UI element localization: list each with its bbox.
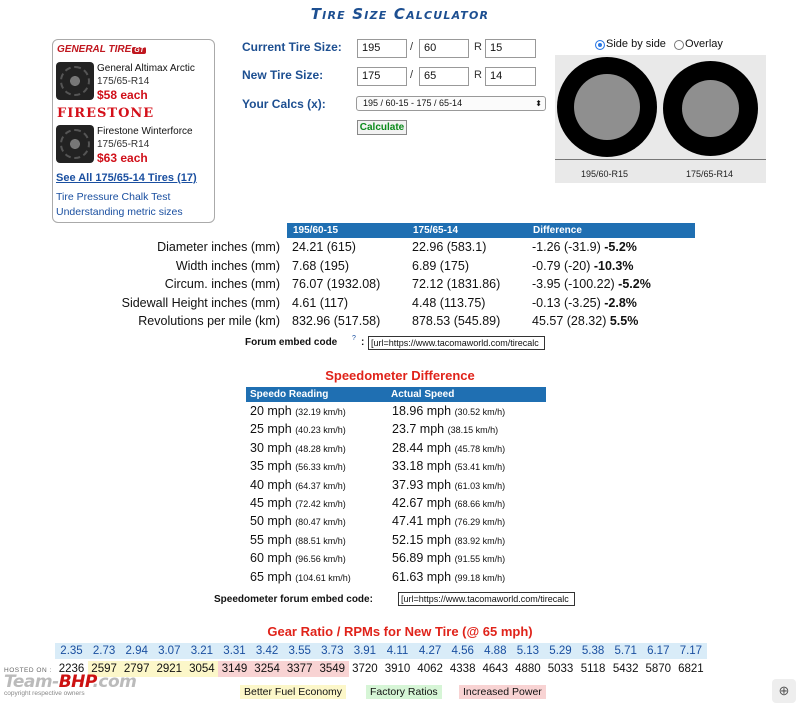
speedo-title: Speedometer Difference: [325, 368, 475, 383]
difference-value: 45.57 (28.32): [532, 314, 607, 328]
rpm-cell: 3149: [218, 661, 251, 677]
your-calcs-select[interactable]: 195 / 60-15 - 175 / 65-14 ⬍: [356, 96, 546, 111]
actual-kmh: (38.15 km/h): [447, 425, 499, 436]
gear-ratio-cell: 4.56: [446, 643, 479, 659]
actual-kmh: (83.92 km/h): [454, 535, 506, 546]
speedo-kmh: (104.61 km/h): [295, 572, 351, 583]
rpm-cell: 2236: [58, 663, 85, 675]
rpm-cell: 5118: [580, 663, 606, 675]
tire-pressure-link[interactable]: Tire Pressure Chalk Test: [56, 191, 171, 203]
difference-value: -1.26 (-31.9): [532, 240, 601, 254]
rpm-cell: 5432: [612, 663, 639, 675]
rpm-cell: 3254: [251, 661, 284, 677]
gear-ratio-cell: 5.29: [544, 643, 577, 659]
speedo-reading: [250, 422, 346, 436]
actual-speed: [392, 404, 505, 418]
legend-fuel-economy: Better Fuel Economy: [240, 685, 346, 699]
actual-speed: [392, 496, 505, 510]
product-price: $63 each: [97, 151, 148, 165]
current-width-input[interactable]: 195: [357, 39, 407, 58]
team-bhp-logo: Team-BHP.com: [4, 672, 137, 692]
actual-speed: [392, 478, 505, 492]
gear-ratio-cell: 3.31: [218, 643, 251, 659]
rpm-cell: 4062: [417, 663, 443, 675]
rpm-cell: 3720: [352, 663, 378, 675]
rpm-cell: 4880: [515, 663, 541, 675]
side-by-side-radio[interactable]: [595, 40, 605, 50]
current-tire-caption: 195/60-R15: [581, 169, 629, 179]
speedo-header: [246, 387, 546, 402]
gear-ratio-cell: 3.55: [283, 643, 316, 659]
legend-factory-ratios: Factory Ratios: [366, 685, 442, 699]
actual-speed: [392, 533, 505, 547]
gear-ratio-cell: 4.11: [381, 643, 414, 659]
difference-percent: 5.5%: [609, 314, 639, 328]
actual-kmh: (61.03 km/h): [454, 480, 506, 491]
speedo-mph: 60 mph: [250, 551, 292, 566]
slash: /: [410, 69, 414, 81]
gear-ratio-cell: 3.73: [316, 643, 349, 659]
speedo-mph: 30 mph: [250, 440, 292, 455]
gear-ratio-cell: 5.71: [609, 643, 642, 659]
gear-title: Gear Ratio / RPMs for New Tire (@ 65 mph): [267, 624, 533, 639]
actual-kmh: (91.55 km/h): [454, 554, 506, 565]
speedo-mph: 20 mph: [250, 404, 292, 418]
gear-ratio-cell: 2.35: [55, 643, 88, 659]
table-cell: 832.96 (517.58): [292, 314, 381, 328]
copyright-text: copyright respective owners: [4, 690, 85, 697]
column-header: 175/65-14: [413, 225, 459, 236]
actual-speed: [392, 514, 505, 528]
gear-ratio-cell: 5.13: [511, 643, 544, 659]
colon: :: [361, 337, 365, 348]
gear-ratio-cell: 3.42: [251, 643, 284, 659]
actual-mph: 23.7 mph: [392, 422, 445, 437]
rim-separator: R: [474, 69, 482, 81]
actual-kmh: (45.78 km/h): [454, 443, 506, 454]
tire-image[interactable]: [56, 125, 94, 163]
forum-embed-label: Forum embed code: [245, 337, 338, 348]
speedo-reading: [250, 441, 346, 455]
general-tire-logo[interactable]: GENERAL TIRE GT: [57, 44, 145, 55]
difference-cell: [532, 296, 637, 310]
new-rim-shape: [682, 80, 739, 137]
speedo-reading: [250, 404, 346, 418]
hosted-on-text: HOSTED ON :: [4, 667, 52, 674]
metric-sizes-link[interactable]: Understanding metric sizes: [56, 206, 183, 218]
gear-ratio-cell: 6.17: [642, 643, 675, 659]
help-icon[interactable]: ?: [352, 335, 356, 342]
actual-mph: 42.67 mph: [392, 496, 452, 510]
difference-cell: [532, 314, 638, 328]
actual-speed: [392, 551, 505, 565]
actual-mph: 18.96 mph: [392, 404, 452, 418]
actual-kmh: (53.41 km/h): [454, 462, 506, 473]
speedo-kmh: (80.47 km/h): [295, 517, 346, 528]
tire-diagram: [555, 55, 766, 183]
rpm-cell: 2597: [88, 661, 121, 677]
current-aspect-input[interactable]: 60: [419, 39, 469, 58]
product-name[interactable]: General Altimax Arctic: [97, 63, 195, 74]
zoom-in-icon[interactable]: ⊕: [772, 679, 796, 703]
speedo-reading: [250, 570, 351, 584]
table-cell: 4.48 (113.75): [412, 295, 486, 310]
speedo-kmh: (64.37 km/h): [295, 480, 346, 491]
chevron-updown-icon: ⬍: [535, 99, 542, 108]
row-label: Circum. inches (mm): [164, 277, 280, 291]
tire-image[interactable]: [56, 62, 94, 100]
gear-ratio-cell: 5.38: [577, 643, 610, 659]
speedo-reading: [250, 514, 346, 528]
rpm-cell: 5870: [645, 663, 672, 675]
table-cell: 72.12 (1831.86): [412, 277, 501, 291]
speedo-embed-input[interactable]: [url=https://www.tacomaworld.com/tirecalc: [398, 592, 575, 606]
rpm-cell: 2921: [153, 661, 186, 677]
table-cell: 76.07 (1932.08): [292, 277, 381, 291]
actual-kmh: (30.52 km/h): [454, 407, 506, 417]
firestone-logo[interactable]: FIRESTONE: [57, 106, 155, 121]
calculate-button[interactable]: Calculate: [357, 120, 407, 135]
rpm-cell: 3910: [384, 663, 411, 675]
actual-speed: [392, 459, 505, 473]
gear-ratio-cell: 7.17: [674, 643, 707, 659]
rpm-cell: 3054: [185, 661, 218, 677]
row-label: Diameter inches (mm): [157, 240, 280, 254]
see-all-tires-link[interactable]: See All 175/65-14 Tires (17): [56, 172, 197, 184]
gear-ratio-cell: 2.73: [88, 643, 121, 659]
table-cell: 24.21 (615): [292, 240, 356, 254]
rpm-cell: 3377: [283, 661, 316, 677]
current-size-label: Current Tire Size:: [242, 40, 342, 54]
row-label: Width inches (mm): [175, 258, 280, 273]
difference-cell: [532, 277, 651, 291]
overlay-label[interactable]: Overlay: [685, 38, 723, 50]
actual-mph: 56.89 mph: [392, 551, 452, 566]
actual-kmh: (76.29 km/h): [454, 517, 506, 528]
rpm-cell: 5033: [547, 663, 574, 675]
rpm-cell: 2797: [120, 661, 153, 677]
column-header: Speedo Reading: [250, 389, 329, 400]
gear-ratio-cell: 4.88: [479, 643, 512, 659]
actual-speed: [392, 441, 505, 455]
current-rim-input[interactable]: 15: [485, 39, 536, 58]
speedo-kmh: (56.33 km/h): [295, 462, 346, 473]
actual-kmh: (68.66 km/h): [454, 499, 506, 509]
rpm-cell: 3549: [316, 661, 349, 677]
gear-ratio-cell: 2.94: [120, 643, 153, 659]
difference-cell: [532, 240, 637, 254]
table-cell: 6.89 (175): [412, 258, 469, 273]
new-rim-input[interactable]: 14: [485, 67, 536, 86]
comparison-header: [287, 223, 695, 238]
difference-percent: -2.8%: [604, 295, 637, 310]
your-calcs-label: Your Calcs (x):: [242, 97, 326, 111]
rpm-cell: 4643: [482, 663, 509, 675]
new-width-input[interactable]: 175: [357, 67, 407, 86]
speedo-mph: 40 mph: [250, 477, 292, 492]
ground-line: [555, 159, 766, 160]
gear-ratio-cell: 4.27: [414, 643, 447, 659]
actual-mph: 37.93 mph: [392, 477, 452, 492]
difference-percent: -5.2%: [618, 277, 651, 291]
side-by-side-label[interactable]: Side by side: [606, 38, 666, 50]
difference-value: -0.13 (-3.25): [532, 295, 601, 310]
table-cell: 22.96 (583.1): [412, 240, 487, 254]
gear-ratio-cell: 3.07: [153, 643, 186, 659]
speedo-reading: [250, 551, 346, 565]
team-bhp-watermark: [4, 667, 194, 697]
speedo-reading: [250, 478, 346, 492]
product-size: 175/65-R14: [97, 139, 150, 150]
column-header: Actual Speed: [391, 389, 455, 400]
difference-percent: -10.3%: [593, 258, 634, 273]
table-cell: 7.68 (195): [292, 258, 349, 273]
speedo-kmh: (88.51 km/h): [295, 535, 346, 546]
table-cell: 878.53 (545.89): [412, 314, 501, 328]
table-cell: 4.61 (117): [292, 295, 349, 310]
actual-mph: 28.44 mph: [392, 440, 452, 455]
actual-speed: [392, 570, 505, 584]
speedo-mph: 65 mph: [250, 569, 292, 584]
speedo-reading: [250, 496, 346, 510]
difference-value: -3.95 (-100.22): [532, 277, 615, 291]
new-tire-caption: 175/65-R14: [686, 169, 734, 179]
speedo-kmh: (72.42 km/h): [295, 499, 346, 509]
forum-embed-input[interactable]: [url=https://www.tacomaworld.com/tirecalc: [368, 336, 545, 350]
row-label: Revolutions per mile (km): [138, 314, 280, 328]
column-header: Difference: [533, 225, 582, 236]
actual-mph: 52.15 mph: [392, 532, 452, 547]
overlay-radio[interactable]: [674, 40, 684, 50]
speedo-mph: 45 mph: [250, 496, 292, 510]
new-size-label: New Tire Size:: [242, 68, 324, 82]
slash: /: [410, 41, 414, 53]
new-aspect-input[interactable]: 65: [419, 67, 469, 86]
row-label: Sidewall Height inches (mm): [121, 295, 280, 310]
speedo-mph: 25 mph: [250, 422, 292, 437]
gear-ratio-cell: 3.91: [348, 643, 381, 659]
speedo-reading: [250, 459, 346, 473]
speedo-kmh: (40.23 km/h): [295, 425, 346, 436]
rpm-cell: 6821: [678, 663, 704, 675]
actual-kmh: (99.18 km/h): [454, 572, 506, 583]
page-title: Tire Size Calculator: [310, 5, 490, 23]
actual-speed: [392, 422, 498, 436]
speedo-mph: 35 mph: [250, 459, 292, 474]
tire-ad-box: [52, 39, 215, 223]
product-price: $58 each: [97, 88, 148, 102]
speedo-kmh: (32.19 km/h): [295, 407, 346, 417]
speedo-kmh: (48.28 km/h): [295, 443, 346, 454]
actual-mph: 47.41 mph: [392, 514, 452, 529]
speedo-reading: [250, 533, 346, 547]
difference-cell: [532, 259, 633, 273]
difference-value: -0.79 (-20): [532, 258, 591, 273]
product-name[interactable]: Firestone Winterforce: [97, 126, 193, 137]
speedo-kmh: (96.56 km/h): [295, 554, 346, 565]
column-header: 195/60-15: [293, 225, 339, 236]
actual-mph: 61.63 mph: [392, 569, 452, 584]
speedo-embed-label: Speedometer forum embed code:: [214, 594, 373, 605]
gear-ratio-cell: 3.21: [185, 643, 218, 659]
speedo-mph: 55 mph: [250, 532, 292, 547]
current-rim-shape: [574, 74, 640, 140]
speedo-mph: 50 mph: [250, 514, 292, 529]
rim-separator: R: [474, 41, 482, 53]
rpm-cell: 4338: [449, 663, 476, 675]
difference-percent: -5.2%: [604, 240, 637, 254]
product-size: 175/65-R14: [97, 76, 150, 87]
actual-mph: 33.18 mph: [392, 459, 452, 474]
legend-increased-power: Increased Power: [459, 685, 546, 699]
